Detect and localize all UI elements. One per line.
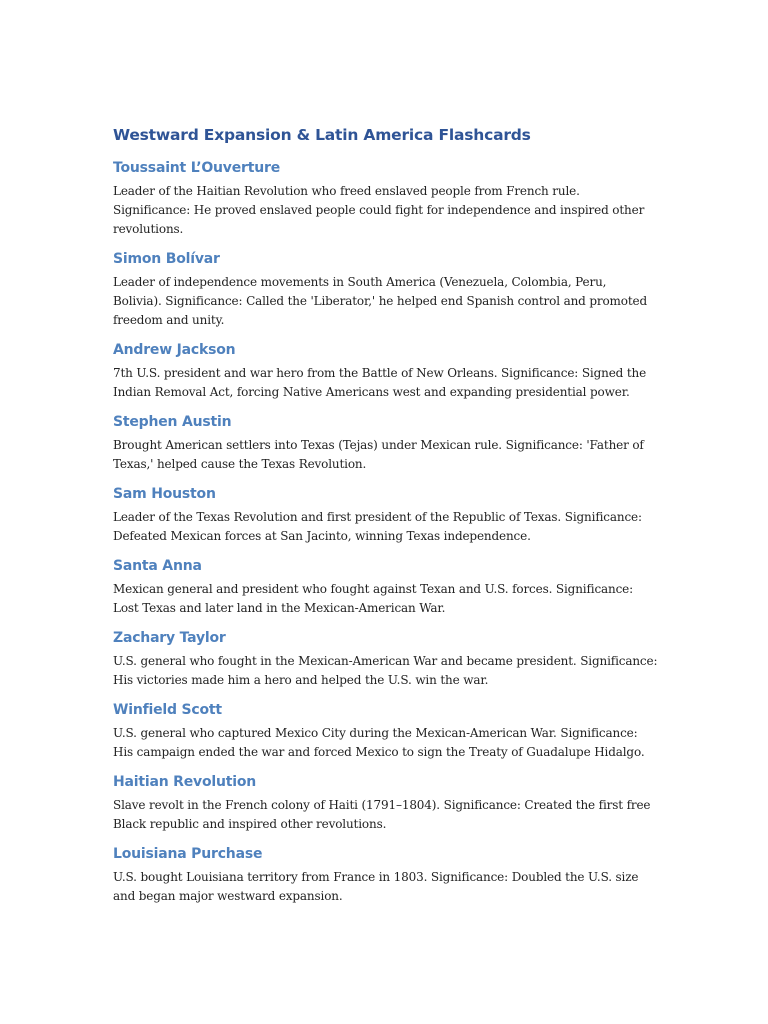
flashcard-term: Toussaint L’Ouverture <box>113 160 280 176</box>
flashcard-definition: Mexican general and president who fought against Texan and U.S. forces. Significance: Lost Texas and later land in the Mexican-American War. <box>113 582 634 615</box>
flashcard-definition: Slave revolt in the French colony of Haiti (1791–1804). Significance: Created the first free Black republic and inspired other revolutions. <box>113 798 651 831</box>
flashcard-definition: U.S. general who fought in the Mexican-American War and became president. Significance: His victories made him a hero and helped the U.S. win the war. <box>113 654 658 687</box>
flashcard <box>113 772 658 834</box>
flashcard-definition: 7th U.S. president and war hero from the Battle of New Orleans. Significance: Signed the Indian Removal Act, forcing Native Americans west and expanding presidential power. <box>113 366 647 399</box>
document-title: Westward Expansion & Latin America Flashcards <box>113 126 531 144</box>
flashcard-term: Zachary Taylor <box>113 630 226 646</box>
flashcard-definition: U.S. bought Louisiana territory from France in 1803. Significance: Doubled the U.S. size and began major westward expansion. <box>113 870 639 903</box>
flashcard-definition: Leader of the Haitian Revolution who freed enslaved people from French rule. Significance: He proved enslaved people could fight for independence and inspired other revolutions. <box>113 184 645 236</box>
flashcard-definition: Brought American settlers into Texas (Tejas) under Mexican rule. Significance: 'Father of Texas,' helped cause the Texas Revolution. <box>113 438 644 471</box>
flashcard <box>113 484 658 546</box>
flashcard <box>113 844 658 906</box>
flashcard <box>113 700 658 762</box>
flashcard-term: Simon Bolívar <box>113 251 220 267</box>
flashcard-definition: Leader of the Texas Revolution and first president of the Republic of Texas. Significance: Defeated Mexican forces at San Jacinto, winning Texas independence. <box>113 510 642 543</box>
flashcard <box>113 249 658 330</box>
flashcard-definition: U.S. general who captured Mexico City during the Mexican-American War. Significance: His campaign ended the war and forced Mexico to sign the Treaty of Guadalupe Hidalgo. <box>113 726 645 759</box>
document-content <box>113 124 658 916</box>
flashcard <box>113 340 658 402</box>
flashcard <box>113 556 658 618</box>
flashcard-term: Louisiana Purchase <box>113 846 263 862</box>
flashcard-term: Andrew Jackson <box>113 342 236 358</box>
flashcard-term: Haitian Revolution <box>113 774 257 790</box>
flashcard <box>113 412 658 474</box>
flashcard-term: Sam Houston <box>113 486 216 502</box>
flashcard-definition: Leader of independence movements in South America (Venezuela, Colombia, Peru, Bolivia). Significance: Called the 'Liberator,' he helped end Spanish control and promoted freedom and unity. <box>113 275 648 327</box>
flashcard-term: Stephen Austin <box>113 414 232 430</box>
flashcard-term: Winfield Scott <box>113 702 222 718</box>
flashcard <box>113 158 658 239</box>
flashcard-term: Santa Anna <box>113 558 202 574</box>
flashcard <box>113 628 658 690</box>
